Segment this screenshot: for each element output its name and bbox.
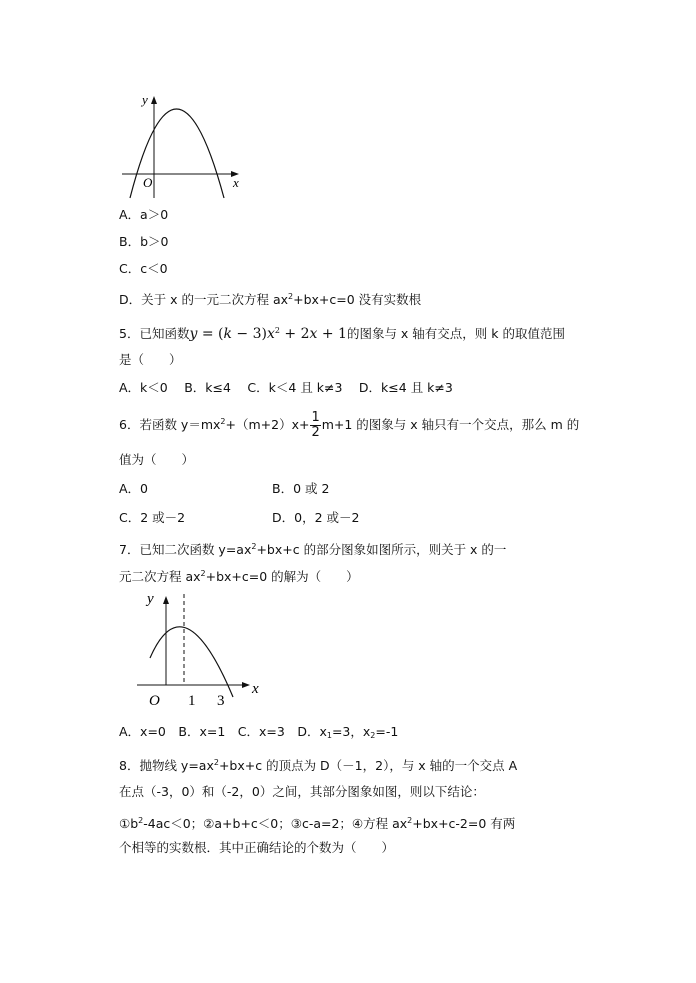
q5-formula-part: + 2 (279, 326, 310, 342)
q5-suffix: 的图象与 x 轴有交点，则 k 的取值范围 (346, 326, 565, 341)
q5-formula-x: x (309, 326, 318, 342)
q7-line1-suffix: +bx+c 的部分图象如图所示，则关于 x 的一 (256, 542, 507, 557)
q8-line3-mid: -4ac＜0；②a+b+c＜0；③c-a=2；④方程 ax (143, 816, 408, 831)
q7-opt-prefix: A．x=0 B．x=1 C．x=3 D．x (119, 724, 327, 739)
q7-line1 (119, 538, 506, 559)
q7-opt-end: =-1 (375, 724, 399, 739)
q7-options (119, 723, 398, 745)
q6-suffix: m+1 的图象与 x 轴只有一个交点，那么 m 的 (321, 417, 580, 432)
q6-option-b: B．0 或 2 (272, 481, 330, 496)
q6-sup: 2 (220, 417, 226, 426)
q4-option-c: C．c＜0 (119, 261, 168, 276)
q4-option-d (119, 288, 421, 309)
q7-opt-sub2: 2 (370, 731, 376, 740)
q8-line1-prefix: 8．抛物线 y=ax (119, 758, 214, 773)
q8-line3-sup1: 2 (138, 816, 144, 825)
graph2-y-arrow (163, 596, 169, 604)
q6-frac-den: 2 (311, 425, 320, 440)
graph2-x-arrow (242, 682, 250, 688)
graph2-parabola (150, 627, 233, 697)
graph-1 (118, 88, 248, 200)
q6-line2: 值为（ ） (119, 452, 195, 467)
q4-option-d-text-end: +bx+c=0 没有实数根 (293, 292, 422, 307)
q7-line2 (119, 565, 359, 586)
q5-formula-x: x (266, 326, 275, 342)
graph2-y-label: y (147, 591, 154, 607)
q4-option-d-text: D．关于 x 的一元二次方程 ax (119, 292, 289, 307)
q5-formula-sup: 2 (274, 326, 280, 335)
q8-line3-sup2: 2 (407, 816, 413, 825)
graph1-origin-label: O (143, 175, 153, 190)
q6-prefix: 6．若函数 y＝mx (119, 417, 221, 432)
q8-line4: 个相等的实数根．其中正确结论的个数为（ ） (119, 840, 395, 855)
graph2-tick-1: 1 (188, 693, 196, 709)
q6-option-a: A．0 (119, 481, 149, 496)
q7-line2-prefix: 元二次方程 ax (119, 569, 201, 584)
q5-formula-part: − 3) (231, 326, 267, 342)
q5-options: A．k＜0 B．k≤4 C．k＜4 且 k≠3 D．k≤4 且 k≠3 (119, 380, 453, 395)
q8-line3 (119, 812, 515, 833)
graph-2 (132, 586, 267, 712)
q6-mid: +（m+2）x+ (225, 417, 310, 432)
graph2-x-label: x (252, 681, 259, 697)
q8-line1-sup: 2 (213, 758, 219, 767)
q5-formula-part: + 1 (317, 326, 347, 342)
q5-formula-y: y (189, 326, 198, 342)
q7-opt-mid: =3，x (331, 724, 371, 739)
q5-line2: 是（ ） (119, 352, 182, 367)
graph1-y-label: y (142, 92, 148, 107)
q4-option-b: B．b＞0 (119, 234, 169, 249)
graph1-x-label: x (233, 175, 239, 190)
q7-line1-sup: 2 (251, 542, 257, 551)
q5-formula-part: = ( (197, 326, 224, 342)
q8-line2: 在点（-3，0）和（-2，0）之间，其部分图象如图，则以下结论： (119, 784, 485, 799)
graph2-tick-3: 3 (217, 693, 225, 709)
graph2-origin-label: O (149, 693, 160, 709)
graph1-y-arrow (151, 96, 157, 104)
q7-line2-suffix: +bx+c=0 的解为（ ） (205, 569, 359, 584)
q6-option-c: C．2 或－2 (119, 510, 186, 525)
q6-option-d: D．0，2 或－2 (272, 510, 360, 525)
q4-option-d-sup: 2 (288, 292, 294, 301)
q5-line1 (119, 322, 565, 343)
q7-opt-sub1: 1 (326, 731, 332, 740)
q5-formula (189, 326, 347, 342)
q7-line2-sup: 2 (200, 569, 206, 578)
q4-option-a: A．a＞0 (119, 207, 169, 222)
q5-formula-k: k (223, 326, 232, 342)
q8-line1 (119, 754, 517, 775)
q6-frac-num: 1 (311, 410, 320, 425)
q5-prefix: 5．已知函数 (119, 326, 190, 341)
q6-fraction (310, 411, 320, 440)
q8-line3-suffix: +bx+c-2=0 有两 (412, 816, 516, 831)
q8-line3-prefix: ①b (119, 816, 139, 831)
q7-line1-prefix: 7．已知二次函数 y=ax (119, 542, 252, 557)
q6-line1 (119, 411, 579, 440)
q8-line1-suffix: +bx+c 的顶点为 D（－1，2），与 x 轴的一个交点 A (218, 758, 518, 773)
